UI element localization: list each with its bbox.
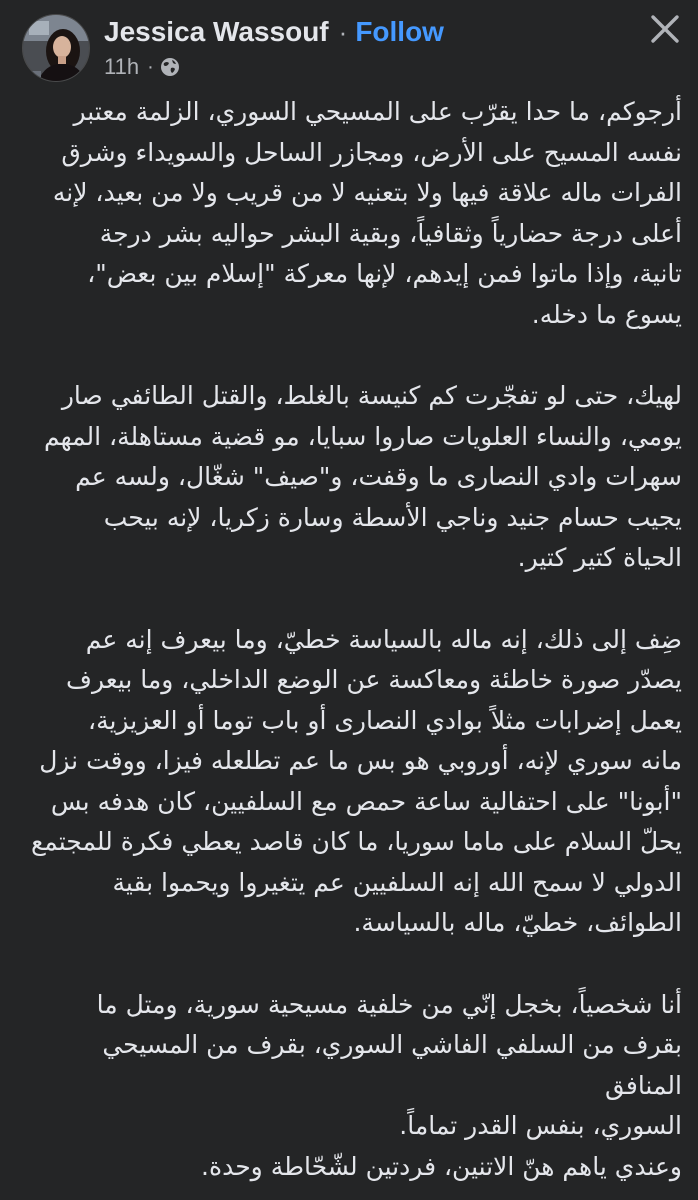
follow-button[interactable]: Follow — [355, 16, 444, 47]
avatar-image — [23, 15, 90, 82]
post-meta — [104, 52, 180, 82]
author-row — [104, 12, 444, 52]
author-name[interactable]: Jessica Wassouf — [104, 16, 329, 47]
post-paragraph: ضِف إلى ذلك، إنه ماله بالسياسة خطيّ، وما بيعرف إنه عم يصدّر صورة خاطئة ومعاكسة عن الوضع الداخلي، وما بيعرف يعمل إضرابات مثلاً بوادي النصارى أو باب توما أو العزيزية، مانه سوري لإنه، أوروبي هو بس ما عم تطلعله فيزا، ووقت نزل "أبونا" على احتفالية ساعة حمص مع السلفيين، كان هدفه بس يحلّ السلام على ماما سوريا، ما كان قاصد يعطي فكرة للمجتمع الدولي لا سمح الله إنه السلفيين عم يتغيروا ويحموا بقية الطوائف، خطيّ، ماله بالسياسة. — [31, 624, 682, 937]
meta-separator-dot: · — [147, 55, 154, 78]
separator-dot: · — [338, 16, 348, 47]
post-paragraph: أنا شخصياً، بخجل إنّي من خلفية مسيحية سورية، ومتل ما بقرف من السلفي الفاشي السوري، بقرف من المسيحي المنافق السوري، بنفس القدر تماماً. وعندي ياهم هنّ الاتنين، فردتين لشّحّاطة وحدة. — [96, 989, 682, 1181]
avatar[interactable] — [22, 14, 90, 82]
post-header — [0, 0, 698, 90]
post-paragraph: لهيك، حتى لو تفجّرت كم كنيسة بالغلط، والقتل الطائفي صار يومي، والنساء العلويات صاروا سبايا، مو قضية مستاهلة، المهم سهرات وادي النصارى ما وقفت، و"صيف" شغّال، ولسه عم يجيب حسام جنيد وناجي الأسطة وسارة زكريا، لإنه بيحب الحياة كتير كتير. — [43, 381, 682, 572]
close-icon — [650, 14, 680, 44]
close-button[interactable] — [642, 6, 688, 52]
globe-icon — [160, 57, 180, 77]
post-paragraph: أرجوكم، ما حدا يقرّب على المسيحي السوري، الزلمة معتبر نفسه المسيح على الأرض، ومجازر الساحل والسويداء وشرق الفرات ماله علاقة فيها ولا بتعنيه لا من قريب ولا من بعيد، لإنه أعلى درجة حضارياً وثقافياً، وبقية البشر حواليه بشر درجة تانية، وإذا ماتوا فمن إيدهم، لإنها معركة "إسلام بين بعض"، يسوع ما دخله. — [52, 97, 682, 329]
post-timestamp[interactable]: 11h — [104, 54, 140, 79]
post-text — [22, 92, 682, 1187]
